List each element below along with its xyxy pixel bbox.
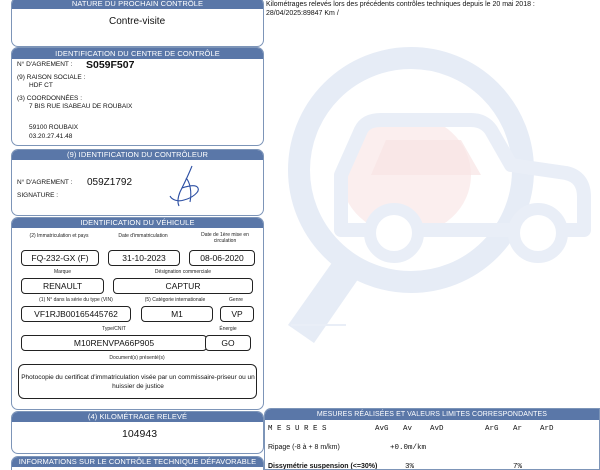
categorie-label: (5) Catégorie internationale xyxy=(144,297,206,303)
controleur-signature-label: SIGNATURE : xyxy=(17,192,59,199)
defavorable-header: INFORMATIONS SUR LE CONTRÔLE TECHNIQUE DÉFAVORABLE xyxy=(12,457,263,467)
date-first-field: 08-06-2020 xyxy=(189,250,255,266)
centre-raison-label: (9) RAISON SOCIALE : xyxy=(17,74,86,81)
controleur-header: (9) IDENTIFICATION DU CONTRÔLEUR xyxy=(12,150,263,160)
marque-field: RENAULT xyxy=(21,278,104,294)
controleur-agrement-value: 059Z1792 xyxy=(87,177,133,188)
next-visit-panel xyxy=(11,0,264,47)
kilometrage-value: 104943 xyxy=(122,428,158,440)
marque-label: Marque xyxy=(54,269,71,275)
signature-scribble xyxy=(162,162,212,212)
vehicule-panel xyxy=(11,217,264,410)
centre-agrement-label: N° D'AGREMENT : xyxy=(17,61,73,68)
immat-label: (2) Immatriculation et pays xyxy=(29,233,89,239)
centre-raison-value: HDF CT xyxy=(29,82,53,89)
next-visit-value: Contre-visite xyxy=(109,16,166,27)
energie-label: Énergie xyxy=(219,326,237,332)
col-arg: ArG xyxy=(485,425,499,433)
defavorable-panel xyxy=(11,456,264,470)
next-visit-header: NATURE DU PROCHAIN CONTRÔLE xyxy=(12,0,263,9)
date-immat-field: 31-10-2023 xyxy=(108,250,180,266)
history-area xyxy=(266,0,600,408)
kilometrage-panel xyxy=(11,411,264,454)
controleur-panel xyxy=(11,149,264,216)
documents-label: Document(s) présenté(s) xyxy=(109,355,165,361)
dissym-label: Dissymétrie suspension (<=30%) xyxy=(268,463,378,470)
watermark-magnifier-car-icon xyxy=(266,25,600,385)
col-ar: Ar xyxy=(513,425,523,433)
centre-phone: 03.20.27.41.48 xyxy=(29,133,73,140)
vin-field: VF1RJB00165445762 xyxy=(21,306,131,322)
vehicule-header: IDENTIFICATION DU VÉHICULE xyxy=(12,218,263,228)
mesures-panel xyxy=(264,408,600,470)
immat-field: FQ-232-GX (F) xyxy=(21,250,99,266)
designation-label: Désignation commerciale xyxy=(154,269,212,275)
col-avd: AvD xyxy=(430,425,444,433)
centre-agrement-value: S059F507 xyxy=(86,59,135,71)
history-line2: 28/04/2025:89847 Km / xyxy=(266,10,339,17)
centre-address-line1: 7 BIS RUE ISABEAU DE ROUBAIX xyxy=(29,103,133,110)
centre-header: IDENTIFICATION DU CENTRE DE CONTRÔLE xyxy=(12,48,263,59)
controleur-agrement-label: N° D'AGREMENT : xyxy=(17,179,73,186)
date-immat-label: Date d'immatriculation xyxy=(118,233,168,239)
energie-field: GO xyxy=(205,335,251,351)
history-line1: Kilométrages relevés lors des précédents contrôles techniques depuis le 20 mai 2018 : xyxy=(266,1,535,8)
documents-value: Photocopie du certificat d'immatriculation visée par un commissaire-priseur ou un huissier de justice xyxy=(21,374,255,390)
col-av: Av xyxy=(403,425,413,433)
vin-label: (1) N° dans la série du type (VIN) xyxy=(39,297,113,303)
dissym-av-value: 3% xyxy=(405,463,415,470)
centre-coord-label: (3) COORDONNÉES : xyxy=(17,95,83,102)
col-ard: ArD xyxy=(540,425,554,433)
ripage-value: +0.0m/km xyxy=(390,444,427,452)
centre-address-line2: 59100 ROUBAIX xyxy=(29,124,79,131)
centre-panel xyxy=(11,47,264,146)
genre-label: Genre xyxy=(229,297,243,303)
mesures-header: MESURES RÉALISÉES ET VALEURS LIMITES CORRESPONDANTES xyxy=(265,409,599,420)
date-first-label: Date de 1ère mise en circulation xyxy=(201,232,249,244)
ripage-label: Ripage (-8 à + 8 m/km) xyxy=(268,444,340,451)
type-label: Type/CNIT xyxy=(102,326,126,332)
mesures-title: M E S U R E S xyxy=(268,425,327,433)
kilometrage-header: (4) KILOMÉTRAGE RELEVÉ xyxy=(12,412,263,422)
designation-field: CAPTUR xyxy=(113,278,253,294)
categorie-field: M1 xyxy=(141,306,213,322)
col-avg: AvG xyxy=(375,425,389,433)
type-field: M10RENVPA66P905 xyxy=(21,335,207,351)
dissym-ar-value: 7% xyxy=(513,463,523,470)
genre-field: VP xyxy=(220,306,254,322)
